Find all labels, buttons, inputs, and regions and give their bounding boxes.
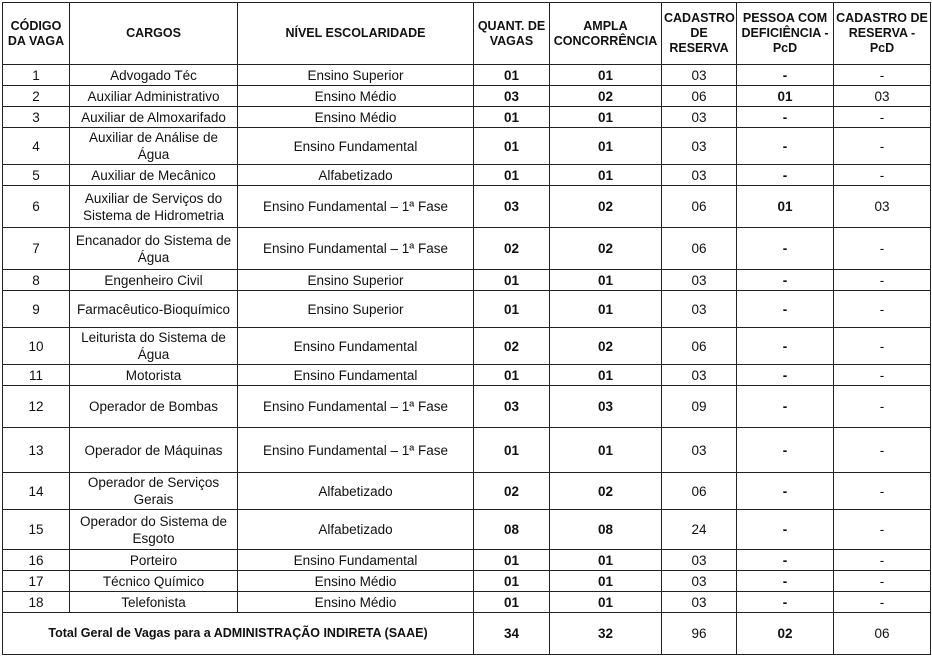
cell-nivel: Alfabetizado <box>238 473 474 510</box>
cell-nivel: Ensino Fundamental – 1ª Fase <box>238 228 474 270</box>
cell-codigo: 12 <box>3 386 70 428</box>
cell-cargo: Advogado Téc <box>70 65 238 86</box>
cell-cadastro: 03 <box>662 571 737 592</box>
cell-nivel: Ensino Superior <box>238 65 474 86</box>
cell-cargo: Motorista <box>70 365 238 386</box>
cell-cadastro-pcd: - <box>834 365 931 386</box>
total-cadastro: 96 <box>662 613 737 655</box>
cell-ampla: 01 <box>550 571 662 592</box>
cell-quant: 01 <box>474 107 550 128</box>
table-row <box>3 228 931 270</box>
total-cadastro-pcd: 06 <box>834 613 931 655</box>
cell-cadastro: 24 <box>662 510 737 550</box>
cell-cargo: Auxiliar de Análise de Água <box>70 128 238 165</box>
cell-codigo: 10 <box>3 328 70 365</box>
cell-quant: 08 <box>474 510 550 550</box>
cell-pcd: - <box>737 165 834 186</box>
cell-cadastro: 06 <box>662 186 737 228</box>
cell-cadastro: 03 <box>662 291 737 328</box>
cell-quant: 01 <box>474 270 550 291</box>
cell-cadastro-pcd: - <box>834 510 931 550</box>
cell-nivel: Ensino Fundamental <box>238 365 474 386</box>
cell-pcd: - <box>737 65 834 86</box>
cell-quant: 01 <box>474 128 550 165</box>
cell-cargo: Farmacêutico-Bioquímico <box>70 291 238 328</box>
cell-nivel: Ensino Superior <box>238 270 474 291</box>
table-row <box>3 270 931 291</box>
cell-quant: 03 <box>474 86 550 107</box>
cell-ampla: 01 <box>550 270 662 291</box>
cell-nivel: Ensino Médio <box>238 86 474 107</box>
table-row <box>3 365 931 386</box>
cell-quant: 01 <box>474 291 550 328</box>
cell-nivel: Ensino Médio <box>238 592 474 613</box>
total-row <box>3 613 931 655</box>
cell-ampla: 01 <box>550 107 662 128</box>
table-row <box>3 86 931 107</box>
header-cadastro-pcd: CADASTRO DE RESERVA - PcD <box>834 3 931 65</box>
cell-ampla: 02 <box>550 228 662 270</box>
cell-pcd: - <box>737 328 834 365</box>
cell-cadastro: 06 <box>662 473 737 510</box>
table-row <box>3 473 931 510</box>
cell-cadastro-pcd: - <box>834 386 931 428</box>
cell-cadastro-pcd: - <box>834 107 931 128</box>
table-row <box>3 65 931 86</box>
total-ampla: 32 <box>550 613 662 655</box>
cell-cadastro: 03 <box>662 128 737 165</box>
table-row <box>3 571 931 592</box>
cell-cadastro: 03 <box>662 592 737 613</box>
header-pcd: PESSOA COM DEFICIÊNCIA - PcD <box>737 3 834 65</box>
cell-cargo: Operador do Sistema de Esgoto <box>70 510 238 550</box>
cell-ampla: 02 <box>550 186 662 228</box>
cell-ampla: 02 <box>550 328 662 365</box>
cell-cadastro-pcd: - <box>834 328 931 365</box>
cell-codigo: 3 <box>3 107 70 128</box>
cell-cadastro-pcd: - <box>834 473 931 510</box>
cell-codigo: 11 <box>3 365 70 386</box>
cell-cadastro: 09 <box>662 386 737 428</box>
cell-pcd: - <box>737 473 834 510</box>
table-row <box>3 107 931 128</box>
cell-ampla: 01 <box>550 428 662 473</box>
cell-ampla: 01 <box>550 291 662 328</box>
cell-quant: 02 <box>474 473 550 510</box>
cell-nivel: Alfabetizado <box>238 165 474 186</box>
cell-codigo: 14 <box>3 473 70 510</box>
table-row <box>3 386 931 428</box>
table-row <box>3 186 931 228</box>
cell-cadastro-pcd: - <box>834 65 931 86</box>
table-row <box>3 328 931 365</box>
cell-cadastro-pcd: - <box>834 428 931 473</box>
cell-ampla: 08 <box>550 510 662 550</box>
cell-ampla: 02 <box>550 86 662 107</box>
cell-codigo: 16 <box>3 550 70 571</box>
vacancy-table <box>2 2 931 655</box>
header-row <box>3 3 931 65</box>
cell-cadastro-pcd: - <box>834 228 931 270</box>
cell-cargo: Leiturista do Sistema de Água <box>70 328 238 365</box>
cell-cadastro-pcd: - <box>834 550 931 571</box>
table-row <box>3 510 931 550</box>
cell-cadastro-pcd: 03 <box>834 186 931 228</box>
cell-quant: 01 <box>474 365 550 386</box>
cell-nivel: Alfabetizado <box>238 510 474 550</box>
cell-cadastro-pcd: - <box>834 291 931 328</box>
cell-codigo: 8 <box>3 270 70 291</box>
cell-pcd: - <box>737 386 834 428</box>
cell-cargo: Auxiliar Administrativo <box>70 86 238 107</box>
cell-cadastro-pcd: - <box>834 571 931 592</box>
cell-pcd: - <box>737 107 834 128</box>
cell-ampla: 01 <box>550 165 662 186</box>
cell-pcd: - <box>737 365 834 386</box>
cell-codigo: 4 <box>3 128 70 165</box>
cell-nivel: Ensino Fundamental – 1ª Fase <box>238 428 474 473</box>
cell-quant: 03 <box>474 186 550 228</box>
table-row <box>3 428 931 473</box>
cell-cadastro-pcd: - <box>834 128 931 165</box>
cell-quant: 02 <box>474 328 550 365</box>
cell-pcd: - <box>737 550 834 571</box>
cell-cargo: Operador de Bombas <box>70 386 238 428</box>
cell-quant: 01 <box>474 550 550 571</box>
cell-cargo: Operador de Serviços Gerais <box>70 473 238 510</box>
table-row <box>3 165 931 186</box>
header-nivel: NÍVEL ESCOLARIDADE <box>238 3 474 65</box>
cell-codigo: 9 <box>3 291 70 328</box>
cell-cadastro: 03 <box>662 270 737 291</box>
cell-cargo: Encanador do Sistema de Água <box>70 228 238 270</box>
cell-codigo: 13 <box>3 428 70 473</box>
cell-pcd: - <box>737 128 834 165</box>
table-row <box>3 291 931 328</box>
table-row <box>3 592 931 613</box>
cell-cadastro: 06 <box>662 86 737 107</box>
cell-ampla: 03 <box>550 386 662 428</box>
cell-cadastro: 03 <box>662 428 737 473</box>
cell-cadastro-pcd: - <box>834 592 931 613</box>
cell-cargo: Operador de Máquinas <box>70 428 238 473</box>
total-label: Total Geral de Vagas para a ADMINISTRAÇÃO INDIRETA (SAAE) <box>3 613 474 655</box>
cell-ampla: 01 <box>550 550 662 571</box>
cell-nivel: Ensino Fundamental <box>238 328 474 365</box>
cell-cargo: Técnico Químico <box>70 571 238 592</box>
table-row <box>3 550 931 571</box>
cell-nivel: Ensino Médio <box>238 107 474 128</box>
cell-pcd: - <box>737 228 834 270</box>
cell-cargo: Porteiro <box>70 550 238 571</box>
cell-pcd: 01 <box>737 186 834 228</box>
cell-cadastro: 03 <box>662 65 737 86</box>
cell-pcd: - <box>737 270 834 291</box>
cell-ampla: 02 <box>550 473 662 510</box>
cell-cargo: Telefonista <box>70 592 238 613</box>
cell-cargo: Auxiliar de Serviços do Sistema de Hidrometria <box>70 186 238 228</box>
cell-quant: 01 <box>474 428 550 473</box>
cell-codigo: 5 <box>3 165 70 186</box>
cell-cadastro-pcd: - <box>834 270 931 291</box>
cell-cargo: Auxiliar de Almoxarifado <box>70 107 238 128</box>
cell-codigo: 18 <box>3 592 70 613</box>
cell-nivel: Ensino Médio <box>238 571 474 592</box>
cell-quant: 02 <box>474 228 550 270</box>
cell-ampla: 01 <box>550 365 662 386</box>
cell-codigo: 15 <box>3 510 70 550</box>
cell-codigo: 17 <box>3 571 70 592</box>
cell-ampla: 01 <box>550 592 662 613</box>
cell-pcd: - <box>737 291 834 328</box>
cell-codigo: 1 <box>3 65 70 86</box>
cell-quant: 03 <box>474 386 550 428</box>
table-row <box>3 128 931 165</box>
cell-codigo: 2 <box>3 86 70 107</box>
cell-cargo: Engenheiro Civil <box>70 270 238 291</box>
cell-quant: 01 <box>474 65 550 86</box>
total-pcd: 02 <box>737 613 834 655</box>
cell-cadastro: 06 <box>662 228 737 270</box>
header-cadastro: CADASTRO DE RESERVA <box>662 3 737 65</box>
table-body <box>3 65 931 613</box>
cell-codigo: 7 <box>3 228 70 270</box>
cell-quant: 01 <box>474 571 550 592</box>
cell-codigo: 6 <box>3 186 70 228</box>
cell-cadastro: 03 <box>662 107 737 128</box>
header-ampla: AMPLA CONCORRÊNCIA <box>550 3 662 65</box>
total-quant: 34 <box>474 613 550 655</box>
cell-nivel: Ensino Fundamental <box>238 550 474 571</box>
cell-quant: 01 <box>474 165 550 186</box>
cell-pcd: - <box>737 510 834 550</box>
cell-pcd: - <box>737 428 834 473</box>
cell-nivel: Ensino Superior <box>238 291 474 328</box>
header-quant: QUANT. DE VAGAS <box>474 3 550 65</box>
cell-cadastro: 03 <box>662 165 737 186</box>
cell-cadastro-pcd: 03 <box>834 86 931 107</box>
header-cargos: CARGOS <box>70 3 238 65</box>
cell-cadastro: 03 <box>662 550 737 571</box>
cell-cadastro: 03 <box>662 365 737 386</box>
cell-cadastro: 06 <box>662 328 737 365</box>
cell-cadastro-pcd: - <box>834 165 931 186</box>
header-codigo: CÓDIGO DA VAGA <box>3 3 70 65</box>
cell-pcd: - <box>737 571 834 592</box>
cell-cargo: Auxiliar de Mecânico <box>70 165 238 186</box>
cell-ampla: 01 <box>550 128 662 165</box>
cell-pcd: 01 <box>737 86 834 107</box>
cell-nivel: Ensino Fundamental <box>238 128 474 165</box>
cell-nivel: Ensino Fundamental – 1ª Fase <box>238 386 474 428</box>
cell-quant: 01 <box>474 592 550 613</box>
cell-ampla: 01 <box>550 65 662 86</box>
cell-nivel: Ensino Fundamental – 1ª Fase <box>238 186 474 228</box>
cell-pcd: - <box>737 592 834 613</box>
